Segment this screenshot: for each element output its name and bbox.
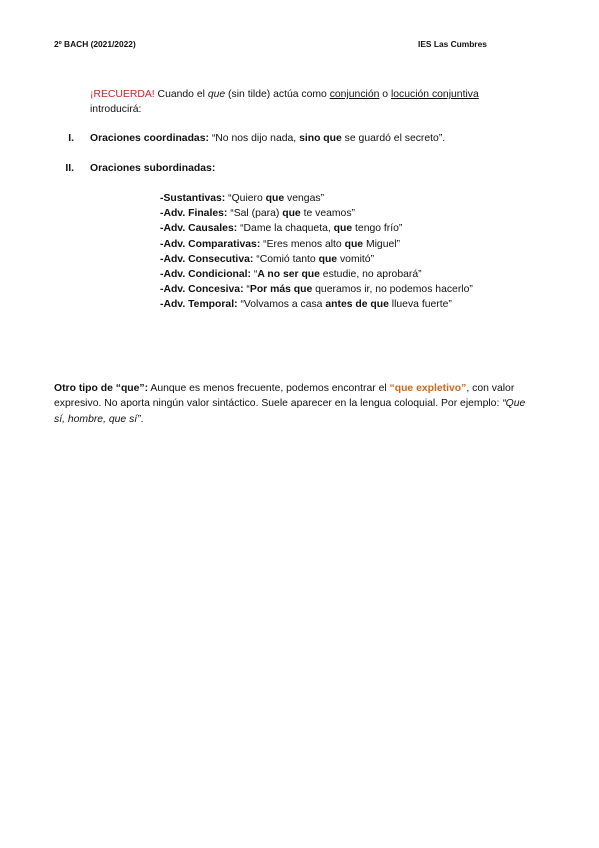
section-2-numeral: II. [65, 163, 74, 174]
item-label: -Adv. Causales: [160, 223, 238, 235]
item-label: -Adv. Condicional: [160, 268, 252, 280]
item-text: estudie, no aprobará” [319, 268, 422, 280]
list-item [160, 191, 473, 206]
otro-end: . [140, 413, 144, 425]
item-bold: antes de que [325, 299, 389, 311]
recuerda-text-3: o [379, 89, 391, 100]
list-item [160, 297, 473, 312]
item-label: -Adv. Comparativas: [160, 238, 261, 250]
otro-expletivo: “que expletivo” [389, 383, 467, 394]
section-1-title: Oraciones coordinadas: [90, 133, 209, 144]
item-bold: que [344, 238, 364, 250]
recuerda-text-4: introducirá: [90, 104, 142, 116]
item-bold: A no ser que [257, 268, 320, 280]
item-bold: que [333, 223, 353, 235]
item-text: vomitó” [337, 253, 375, 265]
item-text: te veamos” [300, 208, 355, 220]
otro-que-paragraph [54, 381, 534, 427]
item-label: -Adv. Temporal: [160, 299, 238, 311]
item-text: llueva fuerte” [388, 299, 452, 311]
subordinadas-list [160, 191, 473, 313]
header-course: 2º BACH (2021/2022) [54, 39, 136, 49]
page-header [54, 38, 545, 50]
recuerda-que: que [207, 89, 226, 100]
item-text: “ [243, 284, 250, 296]
item-text: queramos ir, no podemos hacerlo” [312, 284, 473, 296]
item-text: “Sal (para) [227, 208, 283, 220]
item-bold: que [318, 253, 338, 265]
list-item [160, 237, 473, 252]
item-text: “ [251, 268, 258, 280]
recuerda-note [90, 87, 520, 117]
item-bold: Por más que [249, 284, 313, 296]
otro-example: “Que sí, hombre, que sí” [54, 398, 526, 425]
section-1-numeral: I. [68, 133, 74, 144]
item-text: “Quiero [225, 193, 266, 204]
recuerda-text-1: Cuando el [154, 89, 208, 100]
section-1-quote-2: se guardó el secreto”. [341, 133, 446, 144]
item-label: -Adv. Consecutiva: [160, 253, 254, 265]
item-text: “Comió tanto [253, 253, 319, 265]
list-item [160, 252, 473, 267]
list-item [160, 206, 473, 221]
list-item [160, 221, 473, 236]
item-label: -Sustantivas: [160, 193, 226, 204]
otro-title: Otro tipo de “que”: [54, 383, 149, 394]
item-label: -Adv. Concesiva: [160, 284, 244, 296]
section-1-text [90, 131, 445, 146]
section-2-title: Oraciones subordinadas: [90, 163, 216, 174]
item-text: Miguel” [363, 238, 401, 250]
item-text: “Volvamos a casa [237, 299, 326, 311]
item-text: vengas” [284, 193, 325, 204]
item-text: tengo frío” [352, 223, 403, 235]
section-1-quote-1: “No nos dijo nada, [208, 133, 300, 144]
recuerda-text-2: (sin tilde) actúa como [225, 89, 330, 100]
list-item [160, 282, 473, 297]
item-text: “Eres menos alto [260, 238, 345, 250]
recuerda-label: ¡RECUERDA! [90, 89, 155, 100]
recuerda-conjuncion: conjunción [329, 89, 380, 100]
item-label: -Adv. Finales: [160, 208, 228, 220]
section-1-bold: sino que [299, 133, 342, 144]
otro-text-1: Aunque es menos frecuente, podemos encontrar el [148, 383, 390, 394]
list-item [160, 267, 473, 282]
item-text: “Dame la chaqueta, [237, 223, 334, 235]
recuerda-locucion: locución conjuntiva [390, 89, 479, 100]
item-bold: que [282, 208, 301, 220]
otro-text-2: , con valor expresivo. No aporta ningún valor sintáctico. Suele aparecer en la lengua coloquial. Por ejemplo: [54, 383, 515, 410]
item-bold: que [265, 193, 285, 204]
header-school: IES Las Cumbres [418, 39, 487, 49]
